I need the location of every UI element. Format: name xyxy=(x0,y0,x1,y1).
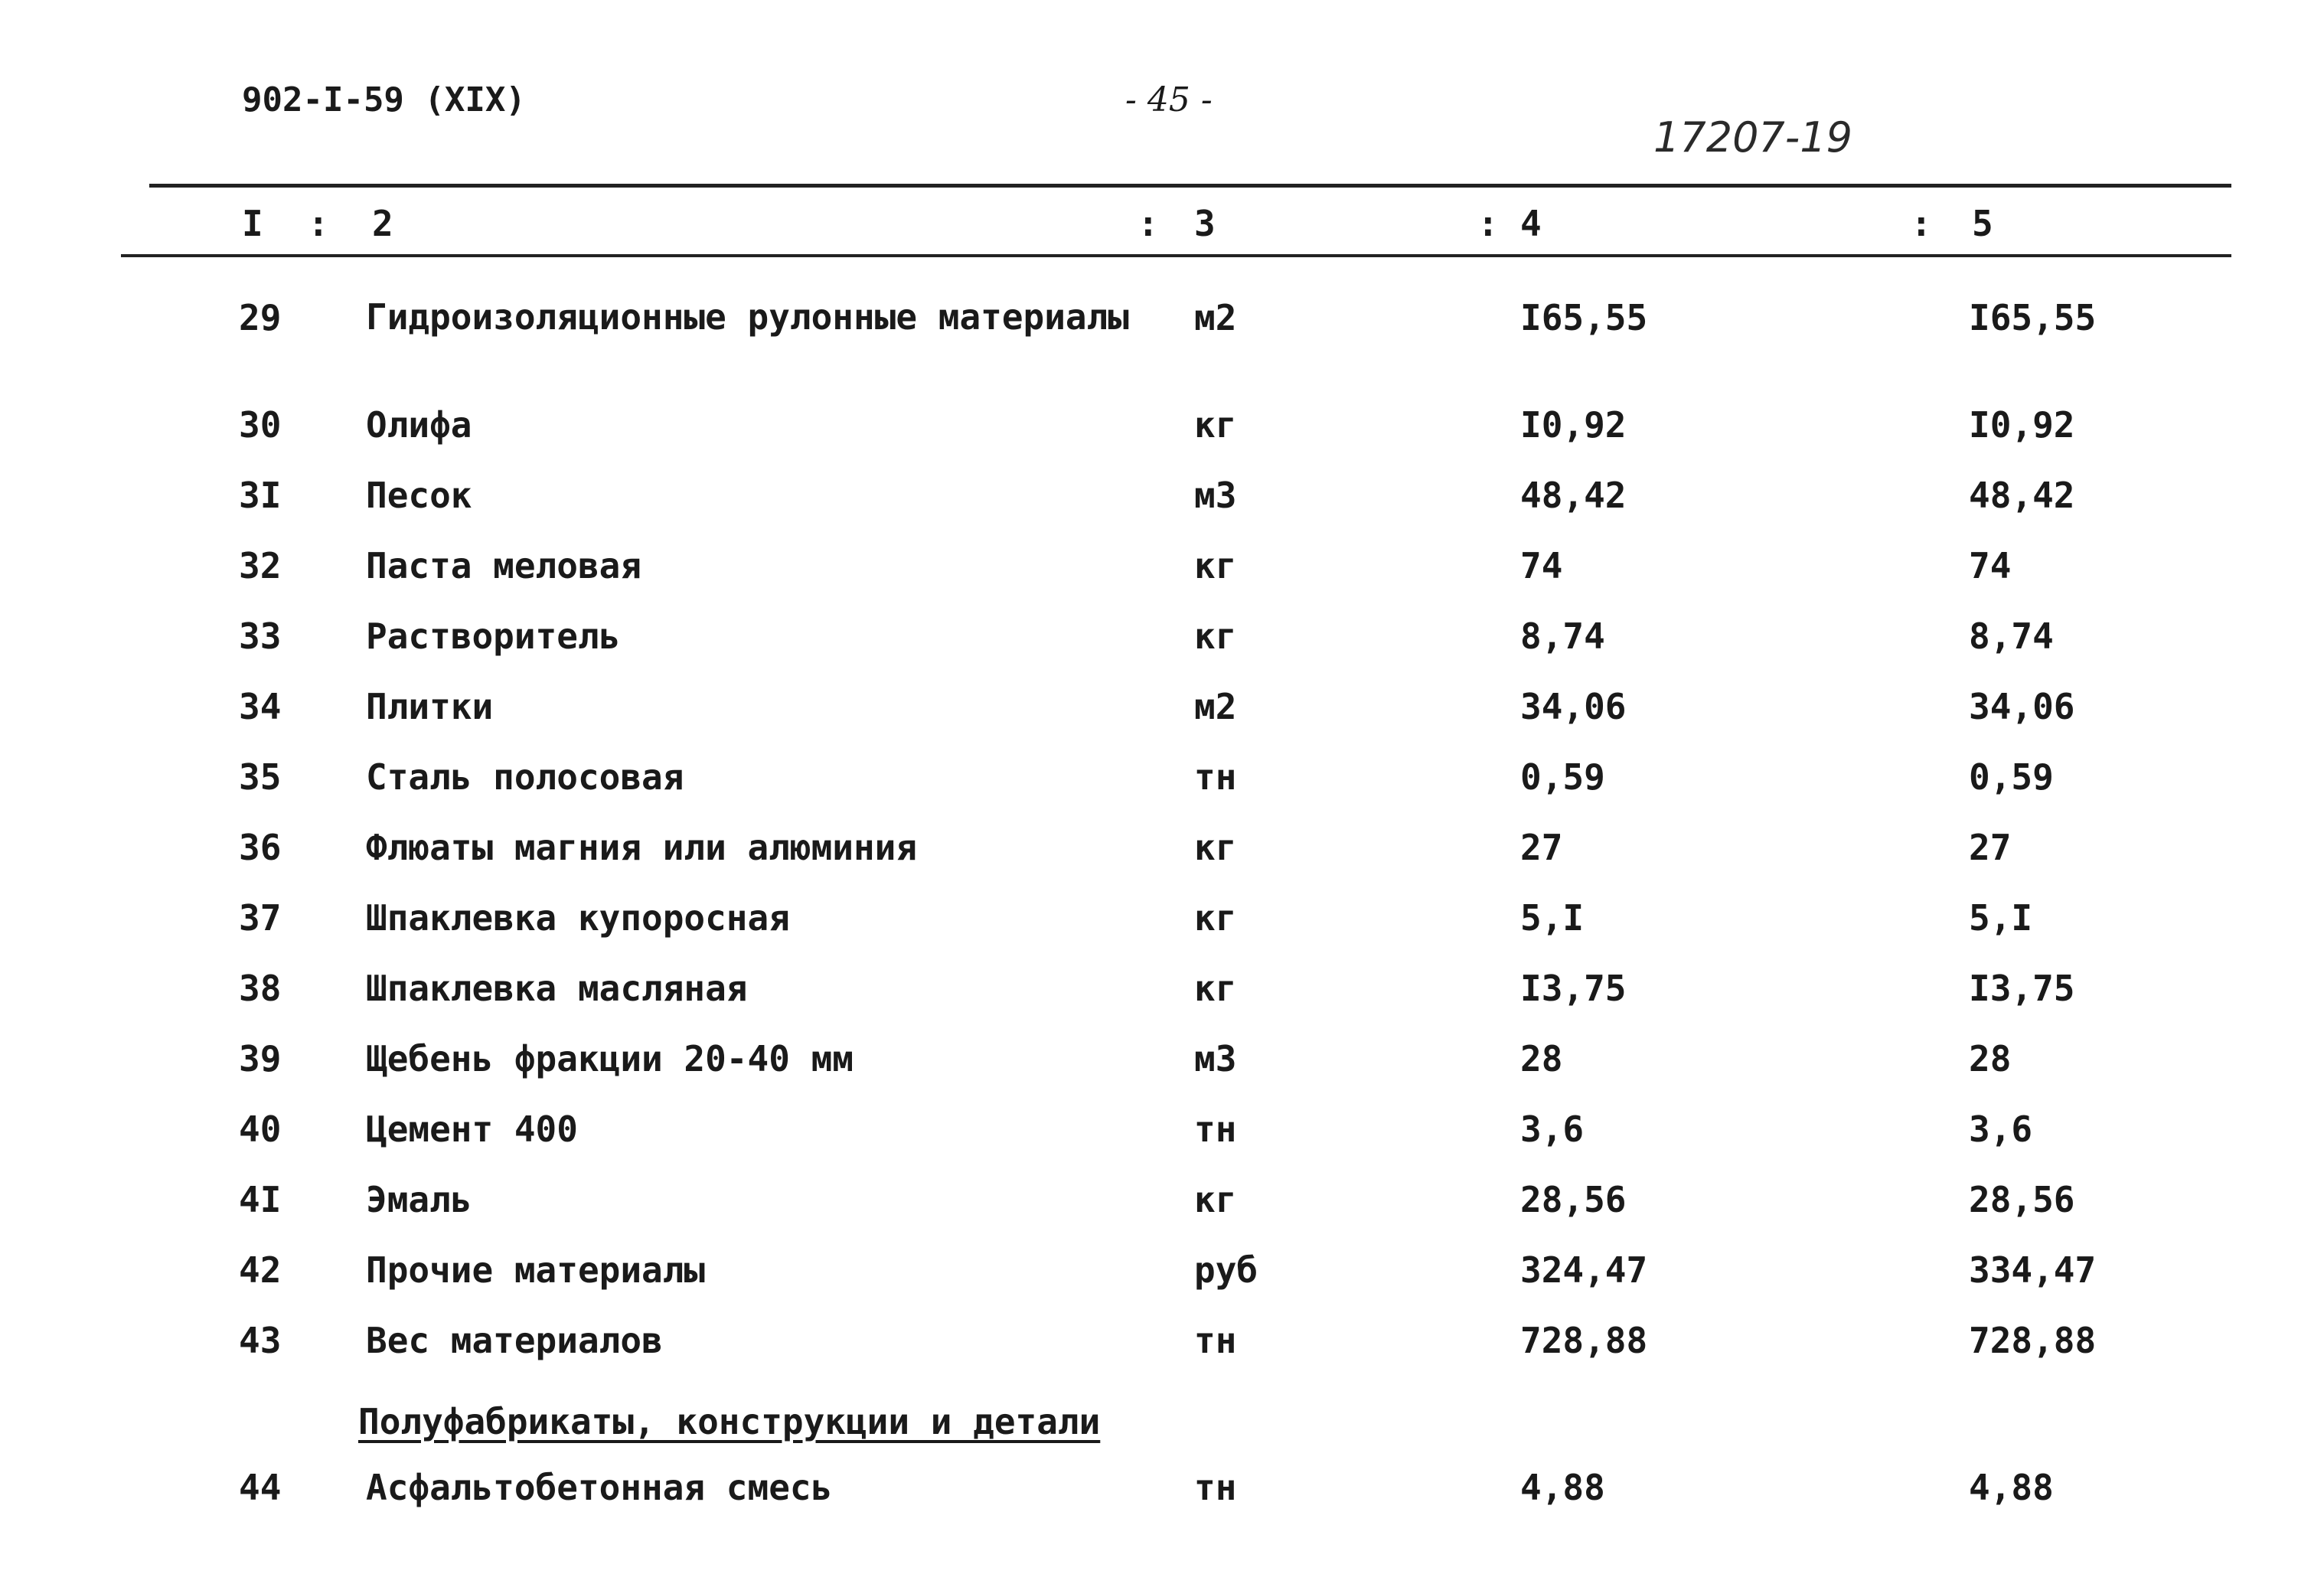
table-row xyxy=(0,827,2324,891)
unit: кг xyxy=(1194,968,1237,1009)
table-row xyxy=(0,475,2324,539)
column-separator: : xyxy=(1911,203,1932,244)
material-name: Плитки xyxy=(366,686,494,727)
unit: тн xyxy=(1194,1467,1237,1508)
document-code: 902-I-59 (XIX) xyxy=(242,80,526,119)
unit: кг xyxy=(1194,897,1237,939)
row-number: 33 xyxy=(239,616,282,657)
value-col4: 28 xyxy=(1520,1038,1563,1079)
unit: кг xyxy=(1194,616,1237,657)
value-col4: I0,92 xyxy=(1520,404,1627,446)
material-name: Щебень фракции 20-40 мм xyxy=(366,1038,854,1079)
value-col4: I65,55 xyxy=(1520,297,1648,338)
unit: тн xyxy=(1194,1109,1237,1150)
material-name: Сталь полосовая xyxy=(366,756,684,798)
material-name: Шпаклевка масляная xyxy=(366,968,748,1009)
value-col4: 4,88 xyxy=(1520,1467,1605,1508)
value-col4: 74 xyxy=(1520,545,1563,586)
unit: кг xyxy=(1194,545,1237,586)
material-name: Асфальтобетонная смесь xyxy=(366,1467,833,1508)
value-col4: 34,06 xyxy=(1520,686,1627,727)
column-header-2: 2 xyxy=(372,203,393,244)
value-col5: 48,42 xyxy=(1969,475,2075,516)
material-name: Эмаль xyxy=(366,1179,472,1220)
unit: м2 xyxy=(1194,686,1237,727)
table-row xyxy=(0,756,2324,821)
value-col5: I65,55 xyxy=(1969,297,2097,338)
material-name: Цемент 400 xyxy=(366,1109,578,1150)
value-col5: 27 xyxy=(1969,827,2012,868)
row-number: 39 xyxy=(239,1038,282,1079)
value-col5: 4,88 xyxy=(1969,1467,2054,1508)
unit: кг xyxy=(1194,404,1237,446)
row-number: 30 xyxy=(239,404,282,446)
table-top-rule xyxy=(149,184,2231,188)
row-number: 4I xyxy=(239,1179,282,1220)
table-row xyxy=(0,1249,2324,1314)
table-row xyxy=(0,296,2324,361)
value-col5: 0,59 xyxy=(1969,756,2054,798)
value-col4: 5,I xyxy=(1520,897,1585,939)
value-col5: I3,75 xyxy=(1969,968,2075,1009)
unit: м2 xyxy=(1194,297,1237,338)
value-col4: 3,6 xyxy=(1520,1109,1585,1150)
page-number: - 45 - xyxy=(1125,80,1213,119)
handwritten-number: 17207-19 xyxy=(1653,113,1852,162)
value-col5: 5,I xyxy=(1969,897,2033,939)
material-name: Олифа xyxy=(366,404,472,446)
row-number: 43 xyxy=(239,1320,282,1361)
value-col5: 8,74 xyxy=(1969,616,2054,657)
table-row xyxy=(0,616,2324,680)
column-separator: : xyxy=(1477,203,1499,244)
row-number: 42 xyxy=(239,1249,282,1291)
value-col5: 28,56 xyxy=(1969,1179,2075,1220)
unit: кг xyxy=(1194,1179,1237,1220)
material-name: Гидроизоляционные рулонные материалы xyxy=(366,296,1129,338)
value-col5: 334,47 xyxy=(1969,1249,2097,1291)
value-col4: 28,56 xyxy=(1520,1179,1627,1220)
material-name: Песок xyxy=(366,475,472,516)
table-row xyxy=(0,545,2324,609)
material-name: Прочие материалы xyxy=(366,1249,706,1291)
row-number: 40 xyxy=(239,1109,282,1150)
value-col5: 34,06 xyxy=(1969,686,2075,727)
row-number: 29 xyxy=(239,297,282,338)
value-col5: 28 xyxy=(1969,1038,2012,1079)
value-col4: 0,59 xyxy=(1520,756,1605,798)
material-name: Флюаты магния или алюминия xyxy=(366,827,918,868)
unit: м3 xyxy=(1194,1038,1237,1079)
table-header-rule xyxy=(121,254,2231,257)
material-name: Растворитель xyxy=(366,616,621,657)
value-col5: 3,6 xyxy=(1969,1109,2033,1150)
material-name: Паста меловая xyxy=(366,545,642,586)
value-col5: 74 xyxy=(1969,545,2012,586)
row-number: 35 xyxy=(239,756,282,798)
column-header-3: 3 xyxy=(1194,203,1216,244)
column-header-5: 5 xyxy=(1972,203,1993,244)
unit: руб xyxy=(1194,1249,1258,1291)
row-number: 37 xyxy=(239,897,282,939)
section-title: Полуфабрикаты, конструкции и детали xyxy=(358,1401,1101,1442)
table-row xyxy=(0,686,2324,750)
material-name: Шпаклевка купоросная xyxy=(366,897,790,939)
table-row xyxy=(0,1109,2324,1173)
value-col4: 728,88 xyxy=(1520,1320,1648,1361)
value-col5: 728,88 xyxy=(1969,1320,2097,1361)
row-number: 38 xyxy=(239,968,282,1009)
material-name: Вес материалов xyxy=(366,1320,663,1361)
value-col4: 324,47 xyxy=(1520,1249,1648,1291)
value-col5: I0,92 xyxy=(1969,404,2075,446)
table-row xyxy=(0,897,2324,962)
column-separator: : xyxy=(1138,203,1159,244)
column-header-1: I xyxy=(242,203,263,244)
value-col4: 48,42 xyxy=(1520,475,1627,516)
table-row xyxy=(0,404,2324,469)
table-row xyxy=(0,1179,2324,1243)
column-header-4: 4 xyxy=(1520,203,1542,244)
unit: кг xyxy=(1194,827,1237,868)
value-col4: 8,74 xyxy=(1520,616,1605,657)
column-separator: : xyxy=(308,203,329,244)
row-number: 3I xyxy=(239,475,282,516)
table-row xyxy=(0,1038,2324,1102)
value-col4: 27 xyxy=(1520,827,1563,868)
row-number: 44 xyxy=(239,1467,282,1508)
row-number: 32 xyxy=(239,545,282,586)
table-row xyxy=(0,968,2324,1032)
row-number: 34 xyxy=(239,686,282,727)
table-row xyxy=(0,1320,2324,1384)
row-number: 36 xyxy=(239,827,282,868)
unit: тн xyxy=(1194,756,1237,798)
unit: м3 xyxy=(1194,475,1237,516)
value-col4: I3,75 xyxy=(1520,968,1627,1009)
unit: тн xyxy=(1194,1320,1237,1361)
table-row xyxy=(0,1467,2324,1531)
